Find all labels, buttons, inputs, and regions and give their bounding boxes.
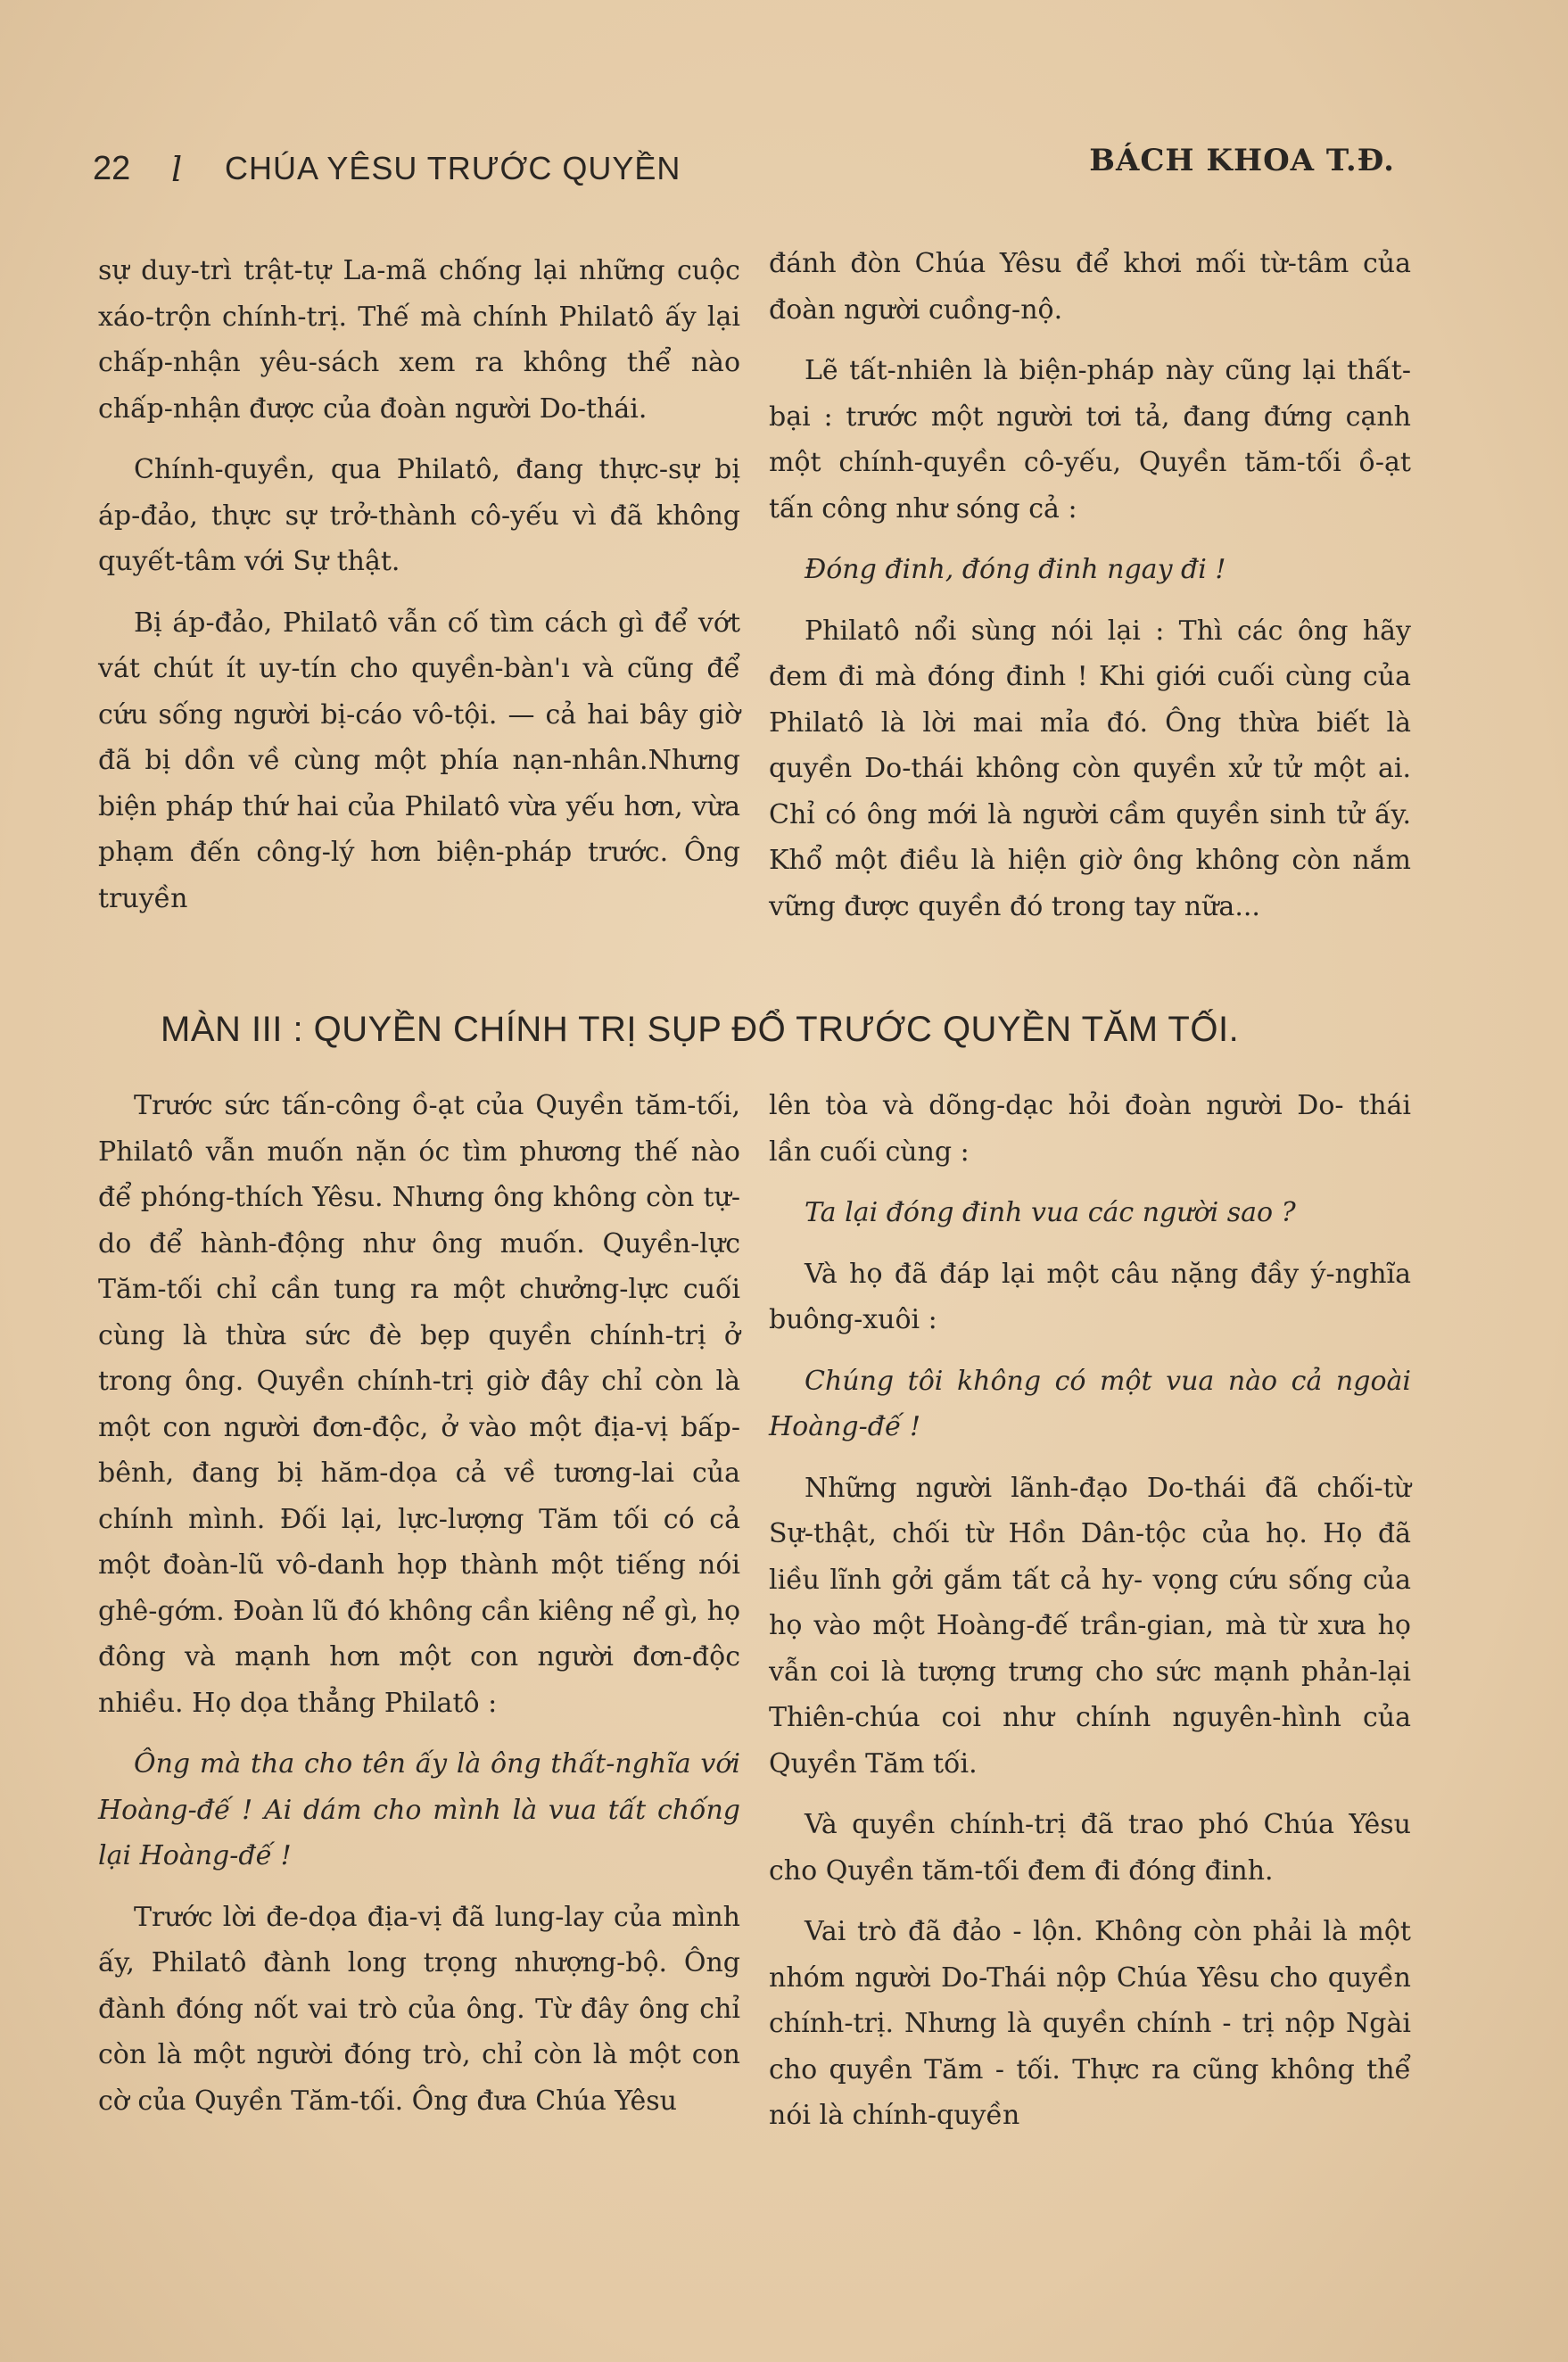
page-number: 22 [93, 150, 131, 187]
paragraph: lên tòa và dõng-dạc hỏi đoàn người Do- thái lần cuối cùng : [769, 1090, 1411, 1168]
paragraph: sự duy-trì trật-tự La-mã chống lại những cuộc xáo-trộn chính-trị. Thế mà chính Philatô ấy lại chấp-nhận yêu-sách xem ra không thể nào chấp-nhận được của đoàn người Do-thái. [98, 255, 740, 425]
journal-name: BÁCH KHOA T.Đ. [1089, 143, 1395, 178]
quotation: Chúng tôi không có một vua nào cả ngoài Hoàng-đế ! [769, 1365, 1411, 1442]
paragraph: Và họ đã đáp lại một câu nặng đầy ý-nghĩa buông-xuôi : [769, 1258, 1411, 1335]
running-title: CHÚA YÊSU TRƯỚC QUYỀN [225, 150, 681, 186]
page-header [93, 143, 1395, 203]
quotation: Ông mà tha cho tên ấy là ông thất-nghĩa với Hoàng-đế ! Ai dám cho mình là vua tất chống lại Hoàng-đế ! [98, 1748, 740, 1871]
paragraph: Philatô nổi sùng nói lại : Thì các ông hãy đem đi mà đóng đinh ! Khi giới cuối cùng của Philatô là lời mai mỉa đó. Ông thừa biết là quyền Do-thái không còn quyền xử tử một ai. Chỉ có ông mới là người cầm quyền sinh tử ấy. Khổ một điều là hiện giờ ông không còn nắm vững được quyền đó trong tay nữa... [769, 615, 1411, 922]
paragraph: Chính-quyền, qua Philatô, đang thực-sự bị áp-đảo, thực sự trở-thành cô-yếu vì đã không quyết-tâm với Sự thật. [98, 454, 740, 577]
column-3 [98, 1083, 740, 2139]
paragraph: Vai trò đã đảo - lộn. Không còn phải là một nhóm người Do-Thái nộp Chúa Yêsu cho quyền chính-trị. Nhưng là quyền chính - trị nộp Ngài cho quyền Tăm - tối. Thực ra cũng không thể nói là chính-quyền [769, 1916, 1411, 2131]
paragraph: Trước sức tấn-công ồ-ạt của Quyền tăm-tối, Philatô vẫn muốn nặn óc tìm phương thế nào để phóng-thích Yêsu. Nhưng ông không còn tự-do để hành-động như ông muốn. Quyền-lực Tăm-tối chỉ cần tung ra một chưởng-lực cuối cùng là thừa sức đè bẹp quyền chính-trị ở trong ông. Quyền chính-trị giờ đây chỉ còn là một con người đơn-độc, ở vào một địa-vị bấp-bênh, đang bị hăm-dọa cả về tương-lai của chính mình. Đối lại, lực-lượng Tăm tối có cả một đoàn-lũ vô-danh họp thành một tiếng nói ghê-gớm. Đoàn lũ đó không cần kiêng nể gì, họ đông và mạnh hơn một con người đơn-độc nhiều. Họ dọa thẳng Philatô : [98, 1090, 740, 1719]
quotation: Ta lại đóng đinh vua các người sao ? [805, 1197, 1296, 1228]
column-1 [98, 248, 740, 937]
paragraph: Và quyền chính-trị đã trao phó Chúa Yêsu cho Quyền tăm-tối đem đi đóng đinh. [769, 1809, 1411, 1887]
paragraph: đánh đòn Chúa Yêsu để khơi mối từ-tâm của đoàn người cuồng-nộ. [769, 248, 1411, 326]
paragraph: Trước lời đe-dọa địa-vị đã lung-lay của mình ấy, Philatô đành long trọng nhượng-bộ. Ông đành đóng nốt vai trò của ông. Từ đây ông chỉ còn là một người đóng trò, chỉ còn là một con cờ của Quyền Tăm-tối. Ông đưa Chúa Yêsu [98, 1901, 740, 2117]
column-2 [769, 241, 1411, 945]
paragraph: Những người lãnh-đạo Do-thái đã chối-từ Sự-thật, chối từ Hồn Dân-tộc của họ. Họ đã liều lĩnh gởi gắm tất cả hy- vọng cứu sống của họ vào một Hoàng-đế trần-gian, mà từ xưa họ vẫn coi là tượng trưng cho sức mạnh phản-lại Thiên-chúa coi như chính nguyên-hình của Quyền Tăm tối. [769, 1472, 1411, 1780]
section-heading: MÀN III : QUYỀN CHÍNH TRỊ SỤP ĐỔ TRƯỚC QUYỀN TĂM TỐI. [161, 1010, 1240, 1049]
header-separator: l [171, 150, 183, 189]
column-4 [769, 1083, 1411, 2154]
paragraph: Lẽ tất-nhiên là biện-pháp này cũng lại thất-bại : trước một người tơi tả, đang đứng cạnh một chính-quyền cô-yếu, Quyền tăm-tối ồ-ạt tấn công như sóng cả : [769, 355, 1411, 524]
quotation: Đóng đinh, đóng đinh ngay đi ! [805, 554, 1226, 585]
paragraph: Bị áp-đảo, Philatô vẫn cố tìm cách gì để vớt vát chút ít uy-tín cho quyền-bàn'ı và cũng để cứu sống người bị-cáo vô-tội. — cả hai bây giờ đã bị dồn về cùng một phía nạn-nhân.Nhưng biện pháp thứ hai của Philatô vừa yếu hơn, vừa phạm đến công-lý hơn biện-pháp trước. Ông truyền [98, 607, 740, 914]
